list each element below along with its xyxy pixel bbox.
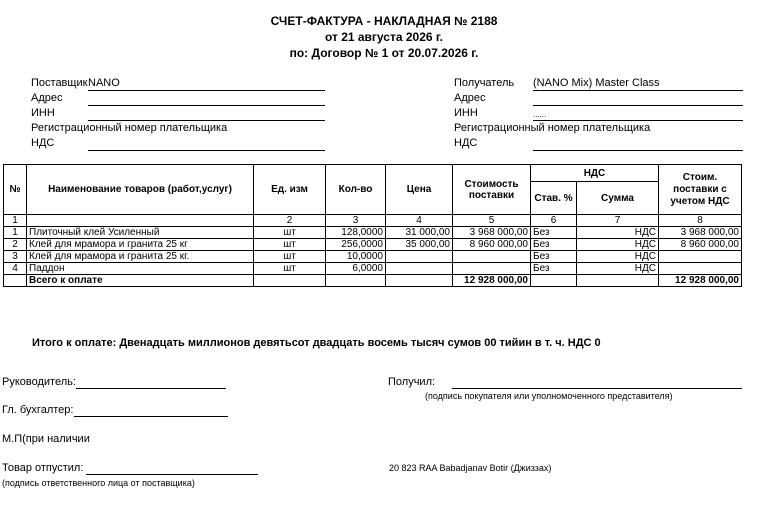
col-unit-header: Ед. изм [254,165,326,215]
invoice-title: СЧЕТ-ФАКТУРА - НАКЛАДНАЯ № 2188 [270,14,498,28]
recipient-nds-line [533,150,743,151]
row-total: 8 960 000,00 [659,239,742,251]
supplier-address-label: Адрес [31,92,63,104]
col-cost-header: Стоимость поставки [453,165,531,215]
director-sign-line [76,388,226,389]
recipient-line [533,90,743,91]
total-cost: 12 928 000,00 [453,275,531,287]
items-table [3,164,742,287]
row-qty: 256,0000 [326,239,386,251]
supplier-value: NANO [88,77,120,89]
col-nds-header: НДС [531,165,659,182]
colnum-1b [27,215,254,227]
row-price: 31 000,00 [386,227,453,239]
row-num: 4 [4,263,27,275]
row-qty: 6,0000 [326,263,386,275]
supplier-nds-label: НДС [31,137,55,149]
row-name: Плиточный клей Усиленный [27,227,254,239]
col-num-header: № [4,165,27,215]
col-rate-header: Став. % [531,182,577,215]
col-name-header: Наименование товаров (работ,услуг) [27,165,254,215]
row-sum: НДС [577,263,659,275]
accountant-sign-line [74,416,228,417]
row-price: 35 000,00 [386,239,453,251]
row-cost [453,263,531,275]
row-price [386,263,453,275]
colnum-5: 5 [453,215,531,227]
row-rate: Без [531,251,577,263]
total-with-nds: 12 928 000,00 [659,275,742,287]
row-unit: шт [254,263,326,275]
row-sum: НДС [577,251,659,263]
row-qty: 128,0000 [326,227,386,239]
colnum-1: 1 [4,215,27,227]
total-row [4,275,742,287]
released-label: Товар отпустил: [2,462,84,474]
released-sign-line [86,474,258,475]
row-sum: НДС [577,239,659,251]
total-label: Всего к оплате [27,275,254,287]
row-name: Паддон [27,263,254,275]
row-sum: НДС [577,227,659,239]
recipient-label: Получатель [454,77,515,89]
invoice-contract: по: Договор № 1 от 20.07.2026 г. [289,46,479,60]
released-note: (подпись ответственного лица от поставщика) [2,478,195,488]
table-row [4,239,742,251]
row-rate: Без [531,239,577,251]
row-price [386,251,453,263]
row-cost: 3 968 000,00 [453,227,531,239]
row-num: 3 [4,251,27,263]
colnum-8: 8 [659,215,742,227]
received-note: (подпись покупателя или уполномоченного представителя) [425,391,673,401]
recipient-inn-line [533,120,743,121]
row-num: 2 [4,239,27,251]
supplier-inn-line [88,120,325,121]
row-total [659,263,742,275]
recipient-address-line [533,105,743,106]
supplier-inn-label: ИНН [31,107,55,119]
summary-text: Итого к оплате: Двенадцать миллионов девятьсот двадцать восемь тысяч сумов 00 тийин в т. ч. НДС 0 [32,337,601,349]
row-num: 1 [4,227,27,239]
row-rate: Без [531,263,577,275]
row-cost [453,251,531,263]
supplier-address-line [88,105,325,106]
received-sign-line [452,388,742,389]
recipient-inn-label: ИНН [454,107,478,119]
supplier-nds-line [88,150,325,151]
recipient-address-label: Адрес [454,92,486,104]
row-unit: шт [254,239,326,251]
invoice-date: от 21 августа 2026 г. [324,30,444,44]
table-row [4,251,742,263]
recipient-reg-label: Регистрационный номер плательщика [454,122,651,134]
received-label: Получил: [388,376,436,388]
supplier-line [88,90,325,91]
colnum-7: 7 [577,215,659,227]
col-total-header: Стоим. поставки с учетом НДС [659,165,742,215]
col-qty-header: Кол-во [326,165,386,215]
row-unit: шт [254,227,326,239]
row-unit: шт [254,251,326,263]
supplier-reg-label: Регистрационный номер плательщика [31,122,228,134]
row-total [659,251,742,263]
row-name: Клей для мрамора и гранита 25 кг. [27,251,254,263]
row-qty: 10,0000 [326,251,386,263]
colnum-2: 2 [254,215,326,227]
recipient-inn-value: ...... [533,110,547,119]
col-price-header: Цена [386,165,453,215]
row-total: 3 968 000,00 [659,227,742,239]
accountant-label: Гл. бухгалтер: [2,404,74,416]
stamp-label: М.П(при наличии [2,433,90,445]
row-rate: Без [531,227,577,239]
table-row [4,227,742,239]
row-name: Клей для мрамора и гранита 25 кг [27,239,254,251]
colnum-3: 3 [326,215,386,227]
colnum-6: 6 [531,215,577,227]
supplier-label: Поставщик [31,77,88,89]
row-cost: 8 960 000,00 [453,239,531,251]
receiver-info: 20 823 RAA Babadjanav Botir (Джиззах) [389,463,552,473]
director-label: Руководитель: [2,376,76,388]
colnum-4: 4 [386,215,453,227]
col-sum-header: Сумма [577,182,659,215]
table-row [4,263,742,275]
recipient-value: (NANO Mix) Master Class [533,77,660,89]
recipient-nds-label: НДС [454,137,478,149]
